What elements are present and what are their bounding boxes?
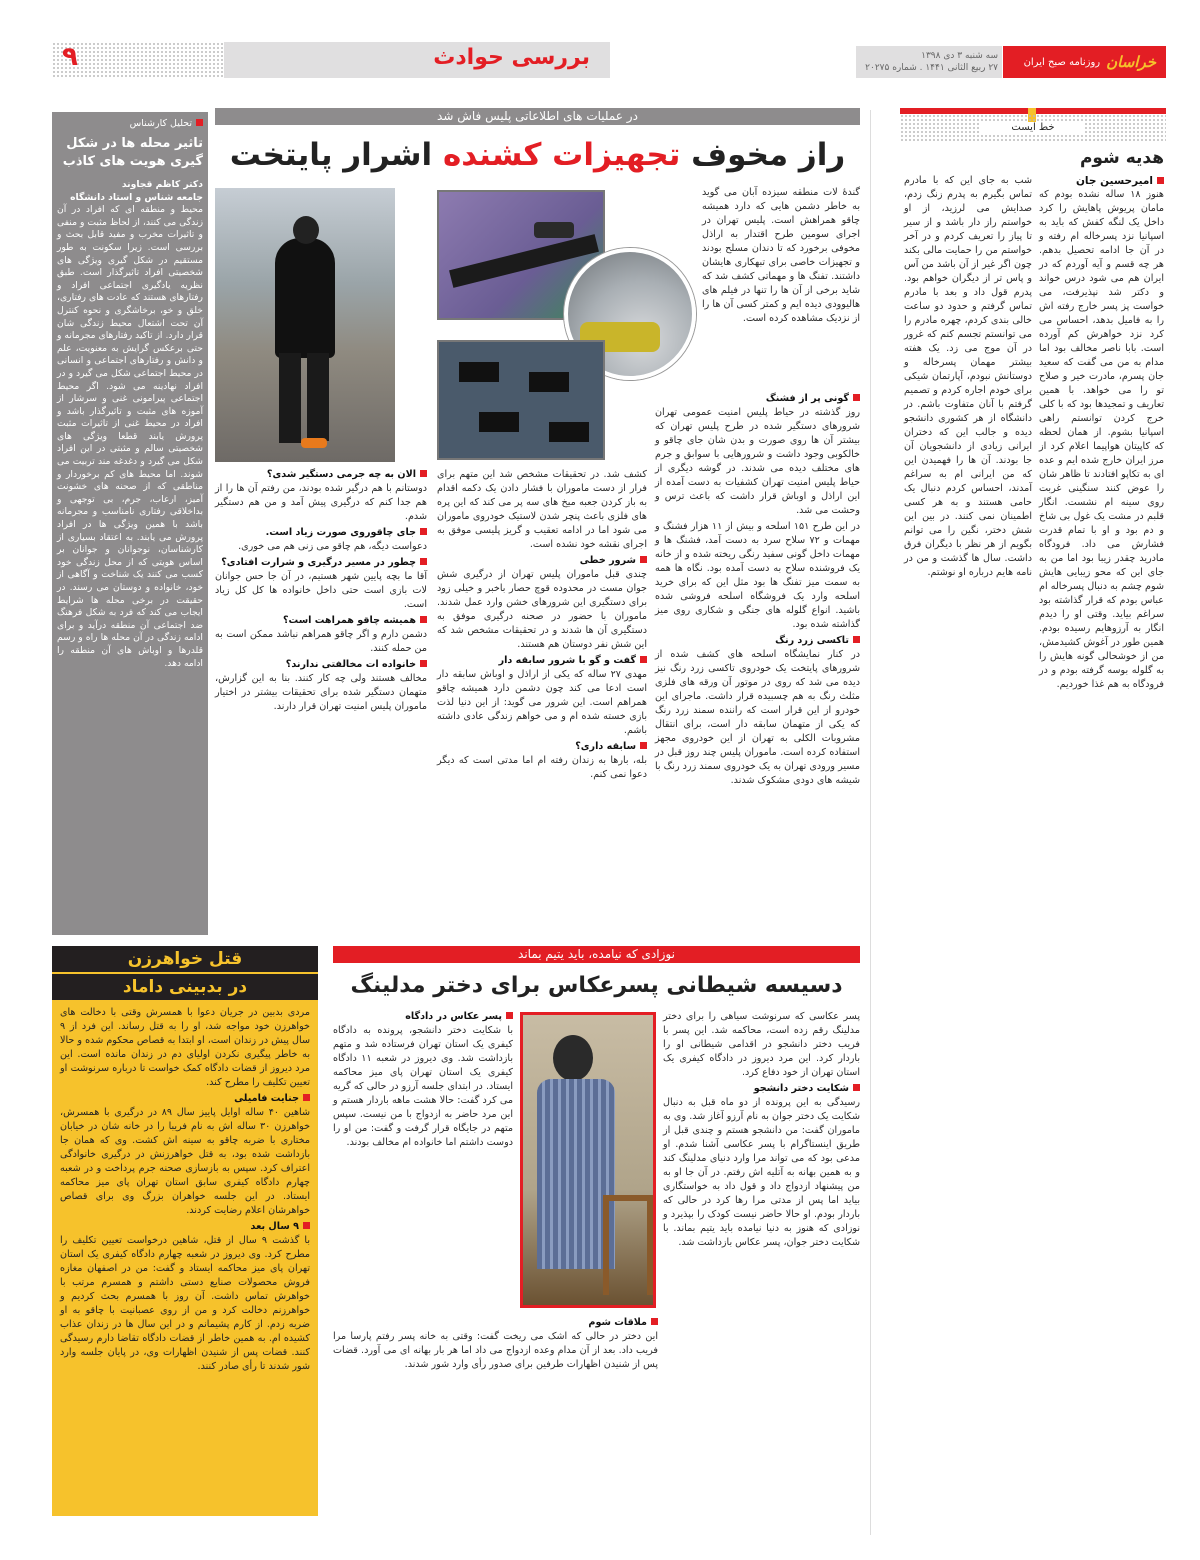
subhead: همیشه چاقو همراهت است؟ bbox=[215, 614, 427, 628]
murder-title-1: قتل خواهرزن bbox=[52, 946, 318, 972]
main-text: آقا ما بچه پایین شهر هستیم، در آن جا حس جوانان لات بازی است حتی داخل خانواده ها کل کل زیاد است. bbox=[215, 571, 427, 610]
analysis-title: تاثیر محله ها در شکل گیری هویت های کاذب bbox=[62, 136, 203, 169]
column-author: امیرحسین جان bbox=[1039, 174, 1164, 188]
bottom-text: پسر عکاسی که سرنوشت سیاهی را برای دختر مدلینگ رقم زده است، محاکمه شد. این پسر با فریب دختر دانشجو در اقدامی شیطانی او را باردار کرد. این مرد دیروز در دادگاه کیفری یک استان تهران از خود دفاع کرد. bbox=[663, 1011, 860, 1078]
subhead: سابقه داری؟ bbox=[437, 740, 647, 754]
main-headline bbox=[215, 128, 860, 182]
page-number: ۹ bbox=[62, 42, 78, 72]
murder-lead: مردی بدبین در جریان دعوا با همسرش وقتی با دخالت های خواهرزن خود مواجه شد، او را به قتل رساند. این فرد از ۹ سال پیش در زندان است، او ابتدا به قصاص محکوم شده و حالا به خاطر پیگیری نکردن اولیای دم در زندان مانده است. این مرد دیروز از قضات دادگاه کمک خواست تا درباره سرنوشت او تعیین تکلیف را مطرح کند. bbox=[60, 1007, 310, 1088]
main-col-3 bbox=[437, 468, 647, 784]
main-text: چندی قبل ماموران پلیس تهران از درگیری شش جوان مست در محدوده قوچ حصار باخبر و خیلی زود برای دستگیری این شرورهای خشن وارد عمل شدند. ماموران با حضور در صحنه درگیری موفق به دستگیری آن ها شدند و در تحقیقات مشخص شد که این شش نفر دوستان هم هستند. bbox=[437, 569, 647, 650]
murder-text: شاهین ۴۰ ساله اوایل پاییز سال ۸۹ در درگیری با همسرش، خواهرزن ۳۰ ساله اش به نام فریبا را در خانه شان در خیابان مختاری با ضربه چاقو به سینه اش کشت. وی که همان جا بازداشت شده بود، به قتل خواهرزنش در درگیری خانوادگی اعتراف کرد. سپس به بازسازی صحنه جرم پرداخت و در شعبه چهارم دادگاه کیفری سابق استان تهران پای میز محاکمه ایستاد. در این جلسه خواهران بزرگ وی برای قصاص خواهرشان اعلام رضایت کردند. bbox=[60, 1107, 311, 1216]
main-text: در این طرح ۱۵۱ اسلحه و بیش از ۱۱ هزار فشنگ و مهمات و ۷۲ سلاح سرد به دست آمد، فشنگ ها و مهمات داخل گونی سفید رنگی ریخته شده و از خانه یک فروشنده سلاح به دست آمده بود. نگاه ها همه به سمت میز تفنگ ها بود مثل این که برای خرید اسلحه وارد یک فروشگاه اسلحه فروشی شده باشید. انواع گلوله های جنگی و شکاری روی میز گذاشته شده بود. bbox=[655, 521, 861, 630]
analysis-box bbox=[52, 112, 208, 935]
bottom-text: رسیدگی به این پرونده از دو ماه قبل به دنبال شکایت یک دختر جوان به نام آرزو آغاز شد. وی به ماموران گفت: من دانشجو هستم و چندی قبل از طریق اینستاگرام با پسر عکاسی آشنا شدم. او مدعی بود که می تواند مرا وارد دنیای مدلینگ کند و به همین بهانه به آتلیه اش رفتم. در آن جا او به من پیشنهاد ازدواج داد و قول داد به خواستگاری بیاید اما پس از مدتی مرا رها کرد در حالی که باردار بودم. او حالا حاضر نیست کودک را بپذیرد و نوزادی که هنوز به دنیا نیامده باید یتیم بماند. با شکایت دختر جوان، پسر عکاس بازداشت شد. bbox=[663, 1097, 860, 1248]
main-kicker-bar bbox=[215, 108, 860, 125]
headline-part: اشرار پایتخت bbox=[229, 137, 433, 173]
analysis-tag bbox=[57, 118, 203, 129]
bottom-col-1 bbox=[663, 1010, 860, 1252]
subhead: گونی پر از فشنگ bbox=[655, 392, 860, 406]
bottom-col-3 bbox=[333, 1316, 658, 1374]
bottom-col-2 bbox=[333, 1010, 513, 1152]
main-text: دعواست دیگه، هم چاقو می زنی هم می خوری. bbox=[238, 541, 427, 552]
main-text: بله، بارها به زندان رفته ام اما مدتی است که دیگر دعوا نمی کنم. bbox=[437, 755, 647, 780]
murder-text: با گذشت ۹ سال از قتل، شاهین درخواست تعیین تکلیف را مطرح کرد. وی دیروز در شعبه چهارم دادگاه کیفری یک استان تهران پای میز محاکمه ایستاد و گفت: من در اصفهان مغازه فروش محصولات صنایع دستی داشتم و همسرم مرتب با خواهرش تماس داشت. آن روز با همسرم بحث کردیم و خواهرزنم دخالت کرد و من از روی عصبانیت با چاقو به او ضربه زدم. از کارم پشیمانم و در این سال ها در زندان عذاب کشیده ام. به همین خاطر از قضات دادگاه تقاضا دارم رسیدگی کنند. قضات پس از شنیدن اظهارات وی، در پایان جلسه وارد شور شدند تا رأی صادر کنند. bbox=[60, 1235, 310, 1372]
masthead-logo bbox=[1003, 46, 1166, 78]
main-text: در کنار نمایشگاه اسلحه های کشف شده از شرورهای پایتخت یک خودروی تاکسی زرد رنگ نیز دیده می شد که روی در موتور آن ورقه های فلزی مثلث رنگ به هم چسبیده قرار داشت. ماجرای این خودرو از این قرار است که راننده سمند زرد رنگ که یکی از متهمان سابقه دار است، برای انتقال مشروبات الکلی به تهران از این خودروی مجهز استفاده کرده است. ماموران پلیس چند روز قبل در مسیر ورودی تهران به یک خودروی سمند زرد رنگ با شیشه های دودی مشکوک شدند. bbox=[655, 649, 860, 786]
date-hijri: ۲۷ ربیع الثانی ۱۴۴۱ . شماره ۲۰۲۷۵ bbox=[865, 63, 998, 73]
column-body-2 bbox=[904, 174, 1032, 582]
murder-title-2: در بدبینی داماد bbox=[52, 974, 318, 1000]
subhead: گفت و گو با شرور سابقه دار bbox=[437, 654, 647, 668]
section-title: بررسی حوادث bbox=[433, 45, 590, 70]
subhead: تاکسی زرد رنگ bbox=[655, 634, 860, 648]
section-title-bar bbox=[224, 42, 610, 78]
date-block bbox=[856, 46, 1002, 78]
column-title: هدیه شوم bbox=[1079, 148, 1164, 168]
bottom-kicker-bar bbox=[333, 946, 860, 963]
headline-part: راز مخوف bbox=[691, 137, 846, 173]
bottom-headline: دسیسه شیطانی پسرعکاس برای دختر مدلینگ bbox=[350, 973, 843, 998]
subhead: جای چاقوروی صورت زیاد است. bbox=[215, 526, 427, 540]
main-text: مهدی ۲۷ ساله که یکی از اراذل و اوباش سابقه دار است ادعا می کند چون دشمن دارد همیشه چاقو همراهم است. این شرور می گوید: از این دنیا لذت بازی خسته شده ام و می خواهم زندگی عادی داشته باشم. bbox=[437, 669, 648, 736]
main-text: روز گذشته در حیاط پلیس امنیت عمومی تهران شرورهای دستگیر شده در طرح پلیس تهران که بیشتر آن ها روی صورت و بدن شان جای چاقو و خالکوبی وجود داشت و شرورهایی با سوابق و جرم های مختلف دیده می شدند. در گوشه دیگری از حیاط پلیس امنیت تهران کشفیات به دست آمده از این اراذل و اوباش قرار داشت که باعث ترس و وحشت می شد. bbox=[655, 407, 860, 516]
analysis-role: جامعه شناس و استاد دانشگاه bbox=[70, 191, 203, 203]
logo-text: خراسان bbox=[1106, 53, 1156, 71]
date-persian: سه شنبه ۳ دی ۱۳۹۸ bbox=[921, 51, 998, 61]
subhead: جنایت فامیلی bbox=[60, 1092, 310, 1106]
page-number-box bbox=[52, 42, 224, 78]
column-label-box bbox=[900, 114, 1166, 142]
analysis-tag-text: تحلیل کارشناس bbox=[129, 118, 192, 129]
column-label: خط ایست bbox=[981, 122, 1084, 133]
main-col-1 bbox=[702, 186, 860, 328]
headline-highlight: تجهیزات کشنده bbox=[442, 137, 681, 173]
main-text: دشمن دارم و اگر چاقو همراهم نباشد ممکن است به من حمله کنند. bbox=[215, 629, 427, 654]
main-col-right-lower bbox=[655, 392, 860, 790]
main-text: گندهٔ لات منطقه سیزده آبان می گوید به خاطر دشمن هایی که دارد همیشه چاقو همراهش است. پلیس تهران در اجرای سومین طرح اقتدار به اراذل مخوفی برخورد که تا دندان مسلح بودند و تجهیزات خاصی برای تبهکاری هایشان داشتند. تفنگ ها و مهماتی کشف شد که شاید برخی از آن ها را تنها در فیلم های هالیوودی دیده ایم و کمتر کسی آن ها را از نزدیک مشاهده کرده است. bbox=[702, 187, 860, 324]
subhead: شرور خطی bbox=[437, 554, 647, 568]
column-divider bbox=[870, 110, 871, 1535]
main-text: کشف شد. در تحقیقات مشخص شد این متهم برای فرار از دست ماموران با فشار دادن یک دکمه اقدام به باز کردن جعبه میخ های سه پر می کند که این پره های فلزی باعث پنچر شدن لاستیک خودروی ماموران می شود اما در ادامه تعقیب و گریز پلیسی موفق به اجرای نقشه خود نشده است. bbox=[437, 469, 647, 550]
column-text: شب به جای این که با مادرم تماس بگیرم به پدرم زنگ زدم، صدایش می لرزید، از او خواستم راز دار باشد و از سیر تا پیاز را تعریف کردم و در آخر خواستم من را حمایت مالی بکند چون اگر غیر از آن باشد من آس و پاس تر از دیگران خواهم بود. پدرم قول داد و بعد با مادرم تماس گرفتم و حدود دو ساعت خالی بندی کردم، چهره مادرم را می توانستم تجسم کنم که غرور در آن موج می زد. یک هفته بیشتر مهمان پسرخاله و دوستانش نبودم، آپارتمان شیکی برای خودم اجاره کردم و تصمیم گرفتم با آنان متفاوت باشم. در دانشگاه از هر کشوری دانشجو دیده و جالب این که دختران ایرانی زیادی از دانشجویان آن جا بودند. آن ها را فهمیدن این که من ایرانی ام به سراغم آمدند، احساس کردم دنبال یک حامی هستند و به هر کسی اطمینان نمی کنند. در بین این شش دختر، نگین را می توانم بگویم از هر نظر با دیگران فرق داشت. سال ها گذشت و من در نامه هایم درباره او نوشتم. bbox=[904, 175, 1032, 578]
photo-thug-walking bbox=[215, 188, 395, 462]
bottom-kicker: نوزادی که نیامده، باید یتیم بماند bbox=[518, 947, 675, 961]
photo-defendant bbox=[520, 1012, 656, 1308]
main-col-4 bbox=[215, 468, 427, 716]
paper-tagline: روزنامه صبح ایران bbox=[1023, 56, 1101, 68]
analysis-body: محیط و منطقه ای که افراد در آن زندگی می کنند، از لحاظ مثبت و منفی و تاثیرات مخرب و مفید قابل بحث و بررسی است. زیرا سکونت به طور مستقیم در شکل گیری ویژگی های شخصیتی افراد تاثیرگذار است. طبق نظریه یادگیری اجتماعی افراد و رفتارهای هستند که عادت های رفتاری، خلق و خو، برخاشگری و نحوه کنترل آن تحت اشتعال محیط زندگی شان قرار دارد. از تاکید رفتارهای مجرمانه و حتی برعکس گرایش به معنویت، علم و دانش و رفتارهای اجتماعی و انسانی در محیط اجتماعی شکل می گیرد و در افراد نهادینه می شود. اگر محیط اجتماعی پیرامونی غنی و سرشار از آموزه های مثبت و تاثیرگذار باشد و افراد در محیط غنی از تاثیرات مثبت پرورش یابند قطعا ویژگی های شخصیتی سالم و مثبتی در این افراد شکل می گیرد و دغدغه مند تربیت می شوند. اما محیط های کم برخوردار و مناطقی که از صحنه های خشونت آمیز، ارعاب، جرم، بی توجهی و بداخلاقی رفتاری نامناسب و مجرمانه باشد با همین ویژگی ها در افراد پرورش می یابند. به اعتقاد بسیاری از کارشناسان، نوجوانان و جوانان بر اساس هویتی که از محل زندگی خود کسب می کنند یک شناخت و آگاهی از خود، خانواده و دوستان می رسند. در حقیقت در برخی محله ها شرایط ایجاب می کند که فرد به شکل فرهنگ ضد اجتماعی آن منطقه درآید و برای ادامه زندگی در آن محله ها راه و رسم قلدرها و اوباش های آن منطقه را ادامه دهد. bbox=[57, 204, 203, 669]
murder-story-box bbox=[52, 946, 318, 1516]
main-text: دوستانم با هم درگیر شده بودند، من رفتم آن ها را از هم جدا کنم که درگیری پیش آمد و من هم دستگیر شدم. bbox=[215, 483, 427, 522]
main-kicker: در عملیات های اطلاعاتی پلیس فاش شد bbox=[437, 109, 638, 123]
subhead: الان به چه جرمی دستگیر شدی؟ bbox=[215, 468, 427, 482]
photo-pistols bbox=[437, 340, 605, 460]
column-text: هنوز ۱۸ ساله نشده بودم که مامان پریوش پاهایش را کرد داخل یک لنگه کفش که باید به اسپانیا نزد پسرخاله ام رفته و در آن جا ادامه تحصیل بدهم. هر چه قسم و آیه آوردم که در ایران هم می شود درس خواند و دکتر شد نپذیرفت، می خواست پز پسر خارج رفته اش را به فامیل بدهد، احساس می کرد نزد خواهرش کم آورده است. بابا ناصر مخالف بود اما مدام به من می گفت که سعید جان پسرم، مادرت خیر و صلاح تو را می خواهد. با همین تعاریف و تمجیدها بود که با کلی خرج کردن توانستم راهی اسپانیا بشوم. از همان لحظه که کاپیتان هواپیما اعلام کرد از مرز ایران خارج شده ایم و عده ای به تکاپو افتادند تا ظاهر شان را عوض کنند سنگینی غربت روی سینه ام نشست. انگار قلبم در مشت یک غول بی شاخ و دم بود و او با تمام قدرت فشارش می داد. فرودگاه مادرید چقدر زیبا بود اما من به جای این که محو زیبایی هایش شوم چشم به دنبال پسرخاله ام عباس بودم که قرار گذاشته بود سراغم بیاید. وقتی او را دیدم انگار به آرزوهایم رسیده بودم. همین طور در آغوش کشیدمش، من از خوشحالی گونه هایش را به گلوله بوسه گرفته بودم و در فرودگاه به هم غذا خوردیم. bbox=[1038, 189, 1164, 690]
subhead: ملاقات شوم bbox=[333, 1316, 658, 1330]
subhead: چطور در مسیر درگیری و شرارت افتادی؟ bbox=[215, 556, 427, 570]
main-text: مخالف هستند ولی چه کار کنند. بنا به این گزارش، متهمان دستگیر شده برای تحقیقات بیشتر در اختیار ماموران پلیس امنیت تهران قرار دارند. bbox=[215, 673, 427, 712]
analysis-author: دکتر کاظم قجاوند bbox=[121, 179, 203, 190]
subhead: شکایت دختر دانشجو bbox=[663, 1082, 860, 1096]
column-body-1 bbox=[1039, 174, 1164, 694]
subhead: پسر عکاس در دادگاه bbox=[333, 1010, 513, 1024]
bottom-text: با شکایت دختر دانشجو، پرونده به دادگاه کیفری یک استان تهران فرستاده شد و متهم بازداشت شد. وی دیروز در شعبه ۱۱ دادگاه کیفری یک استان تهران پای میز محاکمه ایستاد. در ابتدای جلسه آرزو در حالی که گریه می کرد گفت: حالا هشت ماهه باردار هستم و این مرد حاضر به ازدواج با من نیست. سپس متهم در جایگاه قرار گرفت و گفت: من او را دوست داشتم اما خانواده ام مخالف بودند. bbox=[333, 1025, 513, 1148]
subhead: ۹ سال بعد bbox=[60, 1220, 310, 1234]
subhead: خانواده ات مخالفتی ندارند؟ bbox=[215, 658, 427, 672]
bottom-text: این دختر در حالی که اشک می ریخت گفت: وقتی به خانه پسر رفتم پارسا مرا فریب داد. بعد از آن مدام وعده ازدواج می داد اما هر بار بهانه ای می آورد. قضات پس از شنیدن اظهارات طرفین برای صدور رأی وارد شور شدند. bbox=[333, 1331, 658, 1370]
